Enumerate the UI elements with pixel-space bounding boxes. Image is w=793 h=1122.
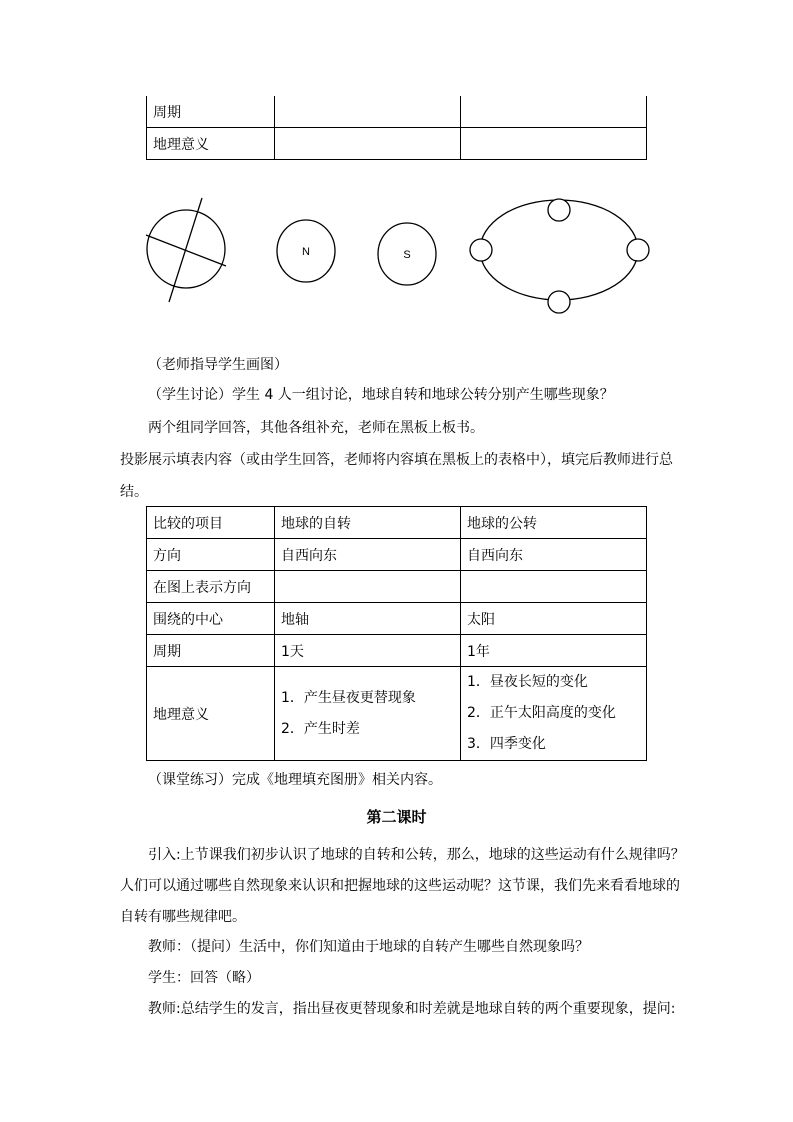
orbit-drawing [470, 199, 649, 313]
table-cell [461, 667, 647, 761]
table-row [147, 539, 647, 571]
paragraph: 学生：回答（略） [148, 970, 260, 986]
table-header-row [147, 507, 647, 539]
table-cell: 1年 [461, 635, 647, 667]
south-label: S [403, 249, 411, 261]
earth-motion-diagram [140, 190, 660, 320]
earth-axis-drawing [146, 198, 226, 302]
paragraph: 自转有哪些规律吧。 [120, 909, 246, 925]
list-item: 1．昼夜长短的变化 [467, 674, 588, 690]
table-cell: 周期 [147, 635, 275, 667]
north-label: N [302, 246, 310, 258]
comparison-table [146, 506, 647, 761]
table-row [147, 96, 647, 128]
paragraph: 两个组同学回答，其他各组补充，老师在黑板上板书。 [148, 420, 484, 436]
section-title: 第二课时 [366, 808, 427, 826]
paragraph: 投影展示填表内容（或由学生回答，老师将内容填在黑板上的表格中），填完后教师进行总 [120, 452, 673, 468]
table-cell [275, 571, 461, 603]
top-table [146, 96, 647, 160]
table-cell [461, 571, 647, 603]
table-header-cell: 地球的公转 [461, 507, 647, 539]
paragraph: （学生讨论）学生 4 人一组讨论，地球自转和地球公转分别产生哪些现象？ [148, 387, 614, 403]
table-cell [275, 667, 461, 761]
list-item: 2．产生时差 [281, 720, 360, 737]
table-cell [461, 96, 647, 128]
table-cell [275, 128, 461, 160]
paragraph: （课堂练习）完成《地理填充图册》相关内容。 [148, 772, 442, 788]
paragraph: 引入:上节课我们初步认识了地球的自转和公转，那么，地球的这些运动有什么规律吗？ [148, 847, 685, 863]
table-cell: 周期 [147, 96, 275, 128]
list-item: 1．产生昼夜更替现象 [281, 689, 416, 706]
table-cell [275, 96, 461, 128]
table-row [147, 128, 647, 160]
table-header-cell: 地球的自转 [275, 507, 461, 539]
table-cell: 太阳 [461, 603, 647, 635]
table-cell: 1天 [275, 635, 461, 667]
paragraph: 教师：（提问）生活中，你们知道由于地球的自转产生哪些自然现象吗？ [148, 939, 589, 955]
table-cell: 地轴 [275, 603, 461, 635]
north-pole-circle [277, 220, 335, 282]
table-cell: 方向 [147, 539, 275, 571]
table-row [147, 571, 647, 603]
table-cell [461, 128, 647, 160]
table-cell: 围绕的中心 [147, 603, 275, 635]
south-pole-circle [378, 223, 436, 285]
table-cell: 自西向东 [461, 539, 647, 571]
table-row [147, 603, 647, 635]
list-item: 3．四季变化 [467, 736, 546, 752]
table-row [147, 667, 647, 761]
table-cell: 地理意义 [147, 667, 275, 761]
paragraph: 人们可以通过哪些自然现象来认识和把握地球的这些运动呢？这节课，我们先来看看地球的 [120, 878, 680, 894]
paragraph: 教师:总结学生的发言，指出昼夜更替现象和时差就是地球自转的两个重要现象，提问: [148, 1001, 676, 1017]
list-item: 2．正午太阳高度的变化 [467, 705, 616, 721]
paragraph: 结。 [120, 484, 148, 500]
paragraph: （老师指导学生画图） [148, 357, 288, 373]
table-cell: 自西向东 [275, 539, 461, 571]
table-cell: 地理意义 [147, 128, 275, 160]
table-row [147, 635, 647, 667]
table-header-cell: 比较的项目 [147, 507, 275, 539]
table-cell: 在图上表示方向 [147, 571, 275, 603]
